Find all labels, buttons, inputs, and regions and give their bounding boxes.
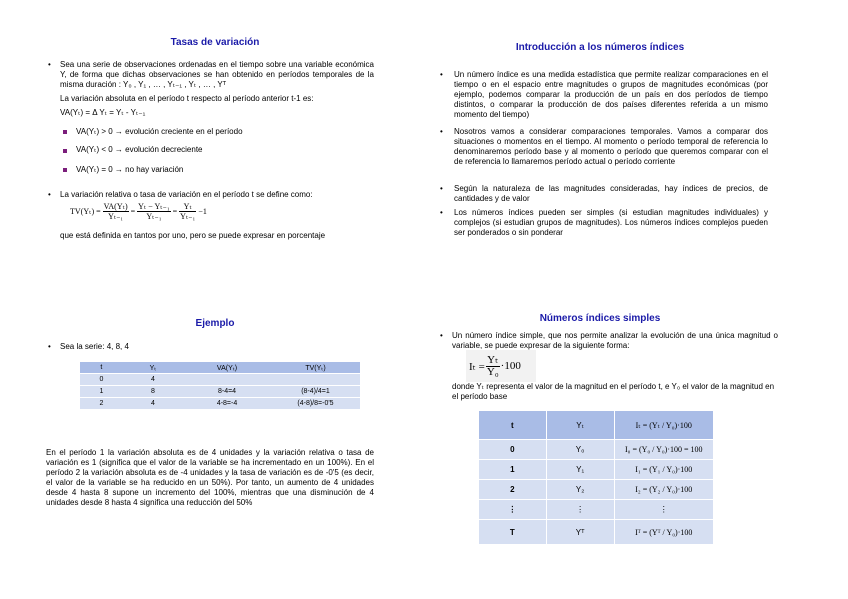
table-cell: 4 bbox=[123, 398, 183, 410]
paragraph-explicacion-ejemplo: En el período 1 la variación absoluta es de 4 unidades y la variación relativa o tasa de variación es 1 (significa que el valor de la variable se ha incrementado en un 100%). En el período 2 la variación absoluta es de -4 unidades y la tasa de variación es de -0'5 (es decir, el valor de la variable se ha reducido en un 50%). Por tanto, un aumento de 4 unidades desde 4 hasta 8 supone un incremento del 100%, mientras que una disminución de 4 unidades desde 8 hasta 4 significa una reducción del 50% bbox=[46, 448, 374, 507]
table-header: t bbox=[479, 411, 547, 440]
table-cell bbox=[183, 374, 271, 386]
table-indices-simples bbox=[478, 410, 714, 545]
table-header: Yₜ bbox=[546, 411, 614, 440]
table-header: Iₜ = (Yₜ / Y₀)·100 bbox=[614, 411, 713, 440]
table-cell: I₁ = (Y₁ / Y₀)·100 bbox=[614, 460, 713, 480]
formula-va: VA(Yₜ) = Δ Yₜ = Yₜ - Yₜ₋₁ bbox=[60, 108, 146, 117]
bullet-square bbox=[63, 149, 67, 153]
table-row bbox=[479, 500, 714, 520]
tv-frac1-den: Yₜ₋₁ bbox=[108, 212, 124, 221]
tv-frac3-den: Yₜ₋₁ bbox=[180, 212, 196, 221]
bullet-dot: • bbox=[48, 60, 51, 69]
list-item: VA(Yₜ) > 0 → evolución creciente en el período bbox=[76, 127, 243, 136]
title-tasas-variacion: Tasas de variación bbox=[170, 37, 260, 48]
table-cell: (8-4)/4=1 bbox=[271, 386, 360, 398]
tv-frac2-num: Yₜ − Yₜ₋₁ bbox=[138, 202, 170, 211]
tv-frac2-den: Yₜ₋₁ bbox=[146, 212, 162, 221]
paragraph-serie: Sea una serie de observaciones ordenadas en el tiempo sobre una variable económica Y, de forma que dichas observaciones se han obtenido en períodos temporales de la misma duración : Y₀ , Y₁ , … , Yₜ₋₁ , Yₜ , … , Yᵀ bbox=[60, 60, 374, 89]
list-item: VA(Yₜ) < 0 → evolución decreciente bbox=[76, 145, 203, 154]
tv-frac3-num: Yₜ bbox=[179, 202, 196, 212]
bullet-square bbox=[63, 168, 67, 172]
table-cell: (4-8)/8=-0'5 bbox=[271, 398, 360, 410]
table-header: t bbox=[80, 362, 123, 374]
bullet-dot: • bbox=[440, 127, 443, 136]
formula-tv bbox=[70, 202, 207, 221]
formula-indice-simple bbox=[466, 350, 536, 382]
table-row bbox=[479, 520, 714, 545]
equals-sign: = bbox=[130, 207, 136, 216]
table-cell: Yᵀ bbox=[546, 520, 614, 545]
table-cell: Iᵀ = (Yᵀ / Y₀)·100 bbox=[614, 520, 713, 545]
paragraph-porcentaje: que está definida en tantos por uno, pero se puede expresar en porcentaje bbox=[60, 231, 326, 240]
tv-lhs: TV(Yₜ) = bbox=[70, 207, 101, 216]
table-cell: ⋮ bbox=[546, 500, 614, 520]
table-row bbox=[80, 398, 360, 410]
table-cell: T bbox=[479, 520, 547, 545]
table-cell: ⋮ bbox=[614, 500, 713, 520]
table-cell: 2 bbox=[479, 480, 547, 500]
paragraph-comparaciones-temporales: Nosotros vamos a considerar comparaciones temporales. Vamos a comparar dos situaciones o momentos en el tiempo. Al momento o período temporal de referencia lo denominaremos período base y al momento o período que queremos comparar con el de referencia lo llamaremos período actual o período corriente bbox=[454, 127, 768, 166]
table-cell: Y₀ bbox=[546, 440, 614, 460]
table-cell: Y₁ bbox=[546, 460, 614, 480]
paragraph-simples-complejos: Los números índices pueden ser simples (si estudian magnitudes individuales) y complejos (si estudian grupos de magnitudes). Los números índices complejos pueden ser ponderados o sin ponderar bbox=[454, 208, 768, 237]
table-row bbox=[80, 374, 360, 386]
table-header: TV(Yₜ) bbox=[271, 362, 360, 374]
table-ejemplo bbox=[80, 362, 360, 409]
formula-den: Y₀ bbox=[486, 365, 499, 378]
bullet-dot: • bbox=[48, 342, 51, 351]
table-cell: 8-4=4 bbox=[183, 386, 271, 398]
table-cell: Y₂ bbox=[546, 480, 614, 500]
paragraph-donde: donde Yₜ representa el valor de la magnitud en el período t, e Y₀ el valor de la magnitud en el período base bbox=[452, 382, 775, 401]
table-cell: 2 bbox=[80, 398, 123, 410]
tv-frac1-num: VA(Yₜ) bbox=[103, 202, 128, 211]
formula-tail: ·100 bbox=[500, 360, 521, 372]
bullet-dot: • bbox=[440, 184, 443, 193]
table-row bbox=[479, 440, 714, 460]
bullet-dot: • bbox=[440, 70, 443, 79]
paragraph-naturaleza-magnitudes: Según la naturaleza de las magnitudes consideradas, hay índices de precios, de cantidades y de valor bbox=[454, 184, 768, 203]
formula-num: Yₜ bbox=[487, 353, 499, 366]
table-cell: 8 bbox=[123, 386, 183, 398]
bullet-dot: • bbox=[48, 190, 51, 199]
list-item: VA(Yₜ) = 0 → no hay variación bbox=[76, 165, 184, 174]
table-cell bbox=[271, 374, 360, 386]
paragraph-definicion-indice: Un número índice es una medida estadística que permite realizar comparaciones en el tiempo o en el espacio entre magnitudes o grupos de magnitudes económicas (por ejemplo, podemos comparar la producción de un país en dos períodos de tiempo distintos, o comparar la producción de dos países diferentes referida a un mismo momento del tiempo) bbox=[454, 70, 768, 119]
minus-one: −1 bbox=[198, 207, 207, 216]
bullet-dot: • bbox=[440, 331, 443, 340]
table-cell: 4-8=-4 bbox=[183, 398, 271, 410]
table-header: Yₜ bbox=[123, 362, 183, 374]
bullet-dot: • bbox=[440, 208, 443, 217]
table-row bbox=[479, 480, 714, 500]
formula-lhs: Iₜ = bbox=[469, 360, 485, 373]
table-row bbox=[80, 386, 360, 398]
table-row bbox=[479, 460, 714, 480]
table-cell: I₂ = (Y₂ / Y₀)·100 bbox=[614, 480, 713, 500]
table-cell: 0 bbox=[80, 374, 123, 386]
table-cell: 4 bbox=[123, 374, 183, 386]
bullet-square bbox=[63, 130, 67, 134]
table-cell: 1 bbox=[80, 386, 123, 398]
table-header: VA(Yₜ) bbox=[183, 362, 271, 374]
paragraph-serie-ejemplo: Sea la serie: 4, 8, 4 bbox=[60, 342, 129, 351]
title-introduccion-indices: Introducción a los números índices bbox=[515, 42, 685, 53]
table-cell: 0 bbox=[479, 440, 547, 460]
table-cell: 1 bbox=[479, 460, 547, 480]
paragraph-indice-simple: Un número índice simple, que nos permite analizar la evolución de una única magnitud o variable, se puede expresar de la siguiente forma: bbox=[452, 331, 778, 350]
table-cell: I₀ = (Y₀ / Y₀)·100 = 100 bbox=[614, 440, 713, 460]
title-ejemplo: Ejemplo bbox=[195, 318, 235, 329]
table-cell: ⋮ bbox=[479, 500, 547, 520]
paragraph-variacion-absoluta: La variación absoluta en el período t respecto al período anterior t-1 es: bbox=[60, 94, 314, 103]
equals-sign: = bbox=[172, 207, 178, 216]
title-indices-simples: Números índices simples bbox=[539, 313, 661, 324]
paragraph-variacion-relativa: La variación relativa o tasa de variación en el período t se define como: bbox=[60, 190, 313, 199]
